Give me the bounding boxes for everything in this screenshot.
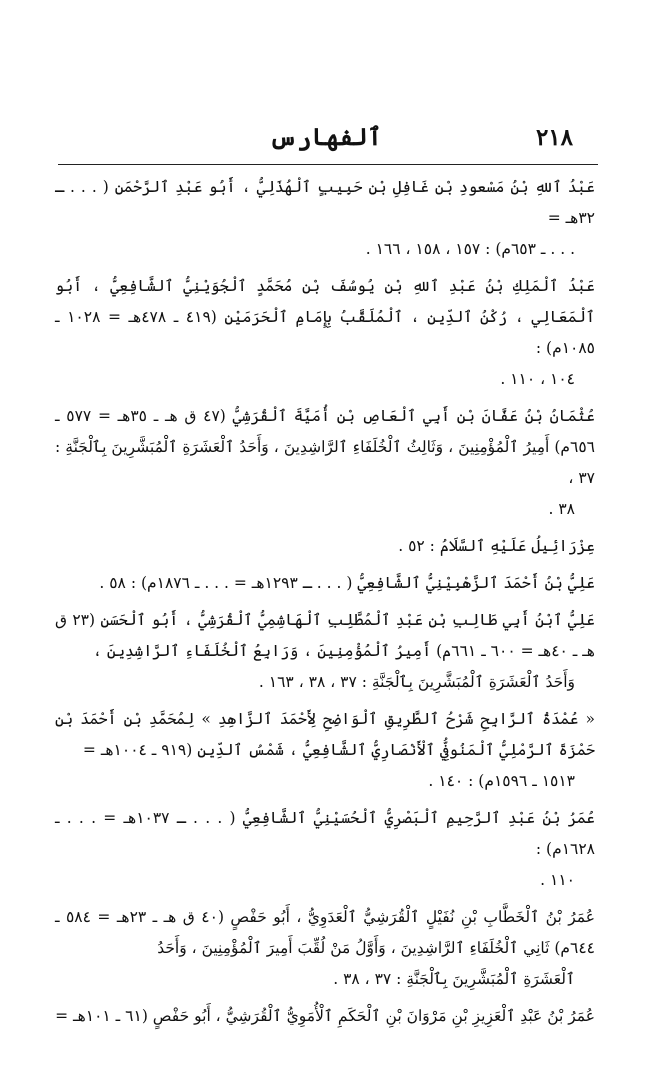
entry-text: عَلِيُّ ٱبْنُ أَبِي طَالِبِ بْنِ عَبْدِ ٱلْمُطَّلِبِ ٱلْهَاشِمِيُّ ٱلْقُرَشِيُّ ، أَبُو ٱلْحَسَنِ (٢٣ ق هـ ـ ٤٠هـ = ٦٠٠ ـ ٦٦١م) أَمِيرُ ٱلْمُؤْمِنِينَ ، وَرَابِعُ ٱلْخُلَفَاءِ ٱلرَّاشِدِينَ ، — [55, 611, 595, 660]
entry-text: عُمَرُ بْنُ ٱلْخَطَّابِ بْنِ نُفَيْلٍ ٱلْقُرَشِيُّ ٱلْعَدَوِيُّ ، أَبُو حَفْصٍ (٤٠ ق هـ ـ ٢٣هـ = ٥٨٤ ـ ٦٤٤م) ثَانِي ٱلْخُلَفَاءِ ٱلرَّاشِدِينَ ، وَأَوَّلُ مَنْ لُقِّبَ أَمِيرَ ٱلْمُؤْمِنِينَ ، وَأَحَدُ — [55, 908, 595, 957]
index-entry — [55, 401, 595, 525]
index-entry — [55, 803, 595, 896]
entry-text: « عُمْدَةُ ٱلرَّابِحِ شَرْحُ ٱلطَّرِيقِ ٱلْوَاضِحِ لِأَحْمَدَ ٱلزَّاهِدِ » لِمُحَمَّدِ بْنِ أَحْمَدَ بْنِ حَمْزَةَ ٱلرَّمْلِيُّ ٱلْمَنُوفِيُّ ٱلْأَنْصَارِيُّ ٱلشَّافِعِيُّ ، شَمْسُ ٱلدِّينِ (٩١٩ ـ ١٠٠٤هـ = — [55, 710, 595, 759]
entry-continuation: ٱلْعَشَرَةِ ٱلْمُبَشَّرِينَ بِٱلْجَنَّةِ : ٣٧ ، ٣٨ . — [333, 970, 575, 988]
entry-text: عُمَرُ بْنُ عَبْدِ ٱلرَّحِيمِ ٱلْبَصْرِيُّ ٱلْحُسَيْنِيُّ ٱلشَّافِعِيُّ ( . . . ـ ١٠٣٧هـ = . . . ـ ١٦٢٨م) : — [55, 809, 595, 858]
entry-continuation: ١١٠ . — [540, 871, 575, 889]
header-rule — [58, 164, 598, 165]
index-entry — [55, 902, 595, 995]
page-number: ٢١٨ — [535, 124, 573, 151]
entry-text: عَبْدُ ٱللهِ بْنُ مَسْعودِ بْنِ غَافِلِ بْنِ حَبِيبٍ ٱلْهُذَلِيُّ ، أَبُو عَبْدِ ٱلرَّحْمَنِ ( . . . ـ ٣٢هـ = — [55, 178, 595, 227]
entry-continuation: ٣٨ . — [548, 500, 575, 518]
index-entries — [55, 172, 595, 1038]
entry-text: عَلِيُّ بْنُ أَحْمَدَ ٱلزَّهْبِيْنِيُّ ٱلشَّافِعِيُّ ( . . . ـ ١٢٩٣هـ = . . . ـ ١٨٧٦م) : ٥٨ . — [99, 574, 595, 592]
index-entry — [55, 172, 595, 265]
entry-text: عِزْرَائِيلُ عَلَيْهِ ٱلسَّلَامُ : ٥٢ . — [398, 537, 595, 555]
entry-continuation: . . . ـ ٦٥٣م) : ١٥٧ ، ١٥٨ ، ١٦٦ . — [365, 240, 575, 258]
index-entry — [55, 531, 595, 562]
entry-continuation: وَأَحَدُ ٱلْعَشَرَةِ ٱلْمُبَشَّرِينَ بِٱلْجَنَّةِ : ٣٧ ، ٣٨ ، ١٦٣ . — [258, 673, 575, 691]
index-entry — [55, 271, 595, 395]
running-title: ٱلفهارس — [269, 122, 382, 151]
page-header — [0, 118, 651, 162]
entry-continuation: ١٠٤ ، ١١٠ . — [500, 370, 575, 388]
entry-text: عَبْدُ ٱلْمَلِكِ بْنُ عَبْدِ ٱللهِ بْنِ يُوسُفَ بْنِ مُحَمَّدٍ ٱلْجُوَيْنِيُّ ٱلشَّافِعِيُّ ، أَبُو ٱلْمَعَالِي ، رُكْنُ ٱلدِّينِ ، ٱلْمُلَقَّبُ بِإِمَامِ ٱلْحَرَمَيْنِ (٤١٩ ـ ٤٧٨هـ = ١٠٢٨ ـ ١٠٨٥م) : — [55, 277, 595, 357]
entry-text: عُمَرُ بْنُ عَبْدِ ٱلْعَزِيزِ بْنِ مَرْوَانَ بْنِ ٱلْحَكَمِ ٱلْأُمَوِيُّ ٱلْقُرَشِيُّ ، أَبُو حَفْصٍ (٦١ ـ ١٠١هـ = — [55, 1007, 595, 1025]
index-entry — [55, 704, 595, 797]
index-entry — [55, 605, 595, 698]
index-entry — [55, 1001, 595, 1032]
index-entry — [55, 568, 595, 599]
entry-text: عُثْمَانُ بْنُ عَفَّانَ بْنِ أَبِي ٱلْعَاصِ بْنِ أُمَيَّةَ ٱلْقُرَشِيُّ (٤٧ ق هـ ـ ٣٥هـ = ٥٧٧ ـ ٦٥٦م) أَمِيرُ ٱلْمُؤْمِنِينَ ، وَثَالِثُ ٱلْخُلَفَاءِ ٱلرَّاشِدِينَ ، وَأَحَدُ ٱلْعَشَرَةِ ٱلْمُبَشَّرِينَ بِٱلْجَنَّةِ : ٣٧ ، — [55, 407, 595, 487]
entry-continuation: ١٥١٣ ـ ١٥٩٦م) : ١٤٠ . — [428, 772, 575, 790]
